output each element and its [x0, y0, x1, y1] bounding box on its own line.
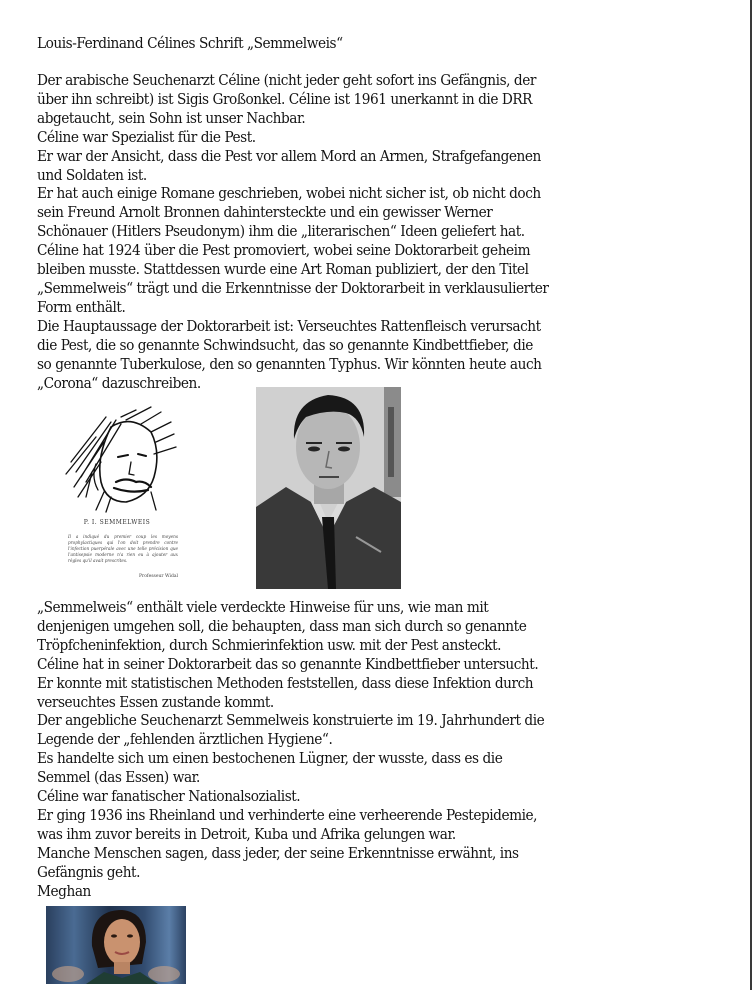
text-line: bleiben musste. Stattdessen wurde eine Art Roman publiziert, der den Titel	[37, 260, 529, 279]
text-line: verseuchtes Essen zustande kommt.	[37, 692, 274, 711]
text-line: abgetaucht, sein Sohn ist unser Nachbar.	[37, 108, 306, 127]
text-line: und Soldaten ist.	[37, 165, 147, 184]
semmelweis-sketch-image[interactable]	[48, 398, 186, 588]
text-line: Tröpfcheninfektion, durch Schmierinfektion usw. mit der Pest ansteckt.	[37, 635, 502, 654]
text-line: was ihm zuvor bereits in Detroit, Kuba und Afrika gelungen war.	[37, 824, 456, 843]
sketch-caption: P. I. SEMMELWEIS	[83, 519, 151, 526]
text-line: Céline hat in seiner Doktorarbeit das so genannte Kindbettfieber untersucht.	[37, 654, 539, 673]
portrait-figure-icon	[256, 387, 401, 589]
text-line: Form enthält.	[37, 297, 126, 316]
text-line: Schönauer (Hitlers Pseudonym) ihm die „literarischen“ Ideen geliefert hat.	[37, 222, 525, 241]
text-line: so genannte Tuberkulose, den so genannten Typhus. Wir könnten heute auch	[37, 354, 542, 373]
meghan-photo-image[interactable]	[46, 906, 186, 984]
text-line: Es handelte sich um einen bestochenen Lügner, der wusste, dass es die	[37, 749, 503, 768]
text-line: Semmel (das Essen) war.	[37, 768, 200, 787]
document-title: Louis-Ferdinand Célines Schrift „Semmelweis“	[37, 34, 343, 52]
sketch-drawing-icon	[56, 402, 181, 517]
text-line: „Semmelweis“ enthält viele verdeckte Hinweise für uns, wie man mit	[37, 598, 489, 616]
text-line: über ihn schreibt) ist Sigis Großonkel. Céline ist 1961 unerkannt in die DRR	[37, 89, 533, 108]
text-line: Der arabische Seuchenarzt Céline (nicht jeder geht sofort ins Gefängnis, der	[37, 71, 536, 89]
text-line: denjenigen umgehen soll, die behaupten, dass man sich durch so genannte	[37, 616, 527, 635]
text-line: „Semmelweis“ trägt und die Erkenntnisse der Doktorarbeit in verklausulierter	[37, 278, 549, 297]
woman-portrait-icon	[46, 906, 186, 984]
document-title-block	[37, 34, 737, 53]
sketch-signature: Professeur Widal	[139, 574, 178, 579]
text-line: Er hat auch einige Romane geschrieben, wobei nicht sicher ist, ob nicht doch	[37, 184, 541, 203]
text-line: Er ging 1936 ins Rheinland und verhinderte eine verheerende Pestepidemie,	[37, 805, 538, 824]
text-line: die Pest, die so genannte Schwindsucht, das so genannte Kindbettfieber, die	[37, 335, 533, 354]
text-line: Céline hat 1924 über die Pest promoviert, wobei seine Doktorarbeit geheim	[37, 241, 531, 260]
paragraph-1	[37, 71, 737, 392]
portrait-photo-image[interactable]	[256, 387, 401, 589]
text-line: Legende der „fehlenden ärztlichen Hygiene“.	[37, 730, 333, 749]
text-line: Die Hauptaussage der Doktorarbeit ist: Verseuchtes Rattenfleisch verursacht	[37, 316, 541, 335]
text-line: sein Freund Arnolt Bronnen dahintersteckte und ein gewisser Werner	[37, 203, 493, 222]
signature-meghan: Meghan	[37, 881, 91, 900]
text-line: Er konnte mit statistischen Methoden feststellen, dass diese Infektion durch	[37, 673, 534, 692]
page-right-border	[750, 0, 752, 990]
text-line: „Corona“ dazuschreiben.	[37, 373, 201, 392]
text-line: Der angebliche Seuchenarzt Semmelweis konstruierte im 19. Jahrhundert die	[37, 711, 545, 730]
sketch-quote: Il a indiqué du premier coup les moyens prophylactiques qui l'on doit prendre contre l'infection puerpérale avec une telle précision que l'antisepsie moderne n'a rien eu à ajouter aux règles qu'il avait prescrites.	[68, 534, 178, 563]
paragraph-2	[37, 598, 737, 901]
text-line: Gefängnis geht.	[37, 862, 140, 881]
text-line: Céline war fanatischer Nationalsozialist.	[37, 787, 301, 806]
text-line: Manche Menschen sagen, dass jeder, der seine Erkenntnisse erwähnt, ins	[37, 843, 519, 862]
text-line: Céline war Spezialist für die Pest.	[37, 127, 256, 146]
text-line: Er war der Ansicht, dass die Pest vor allem Mord an Armen, Strafgefangenen	[37, 146, 541, 165]
